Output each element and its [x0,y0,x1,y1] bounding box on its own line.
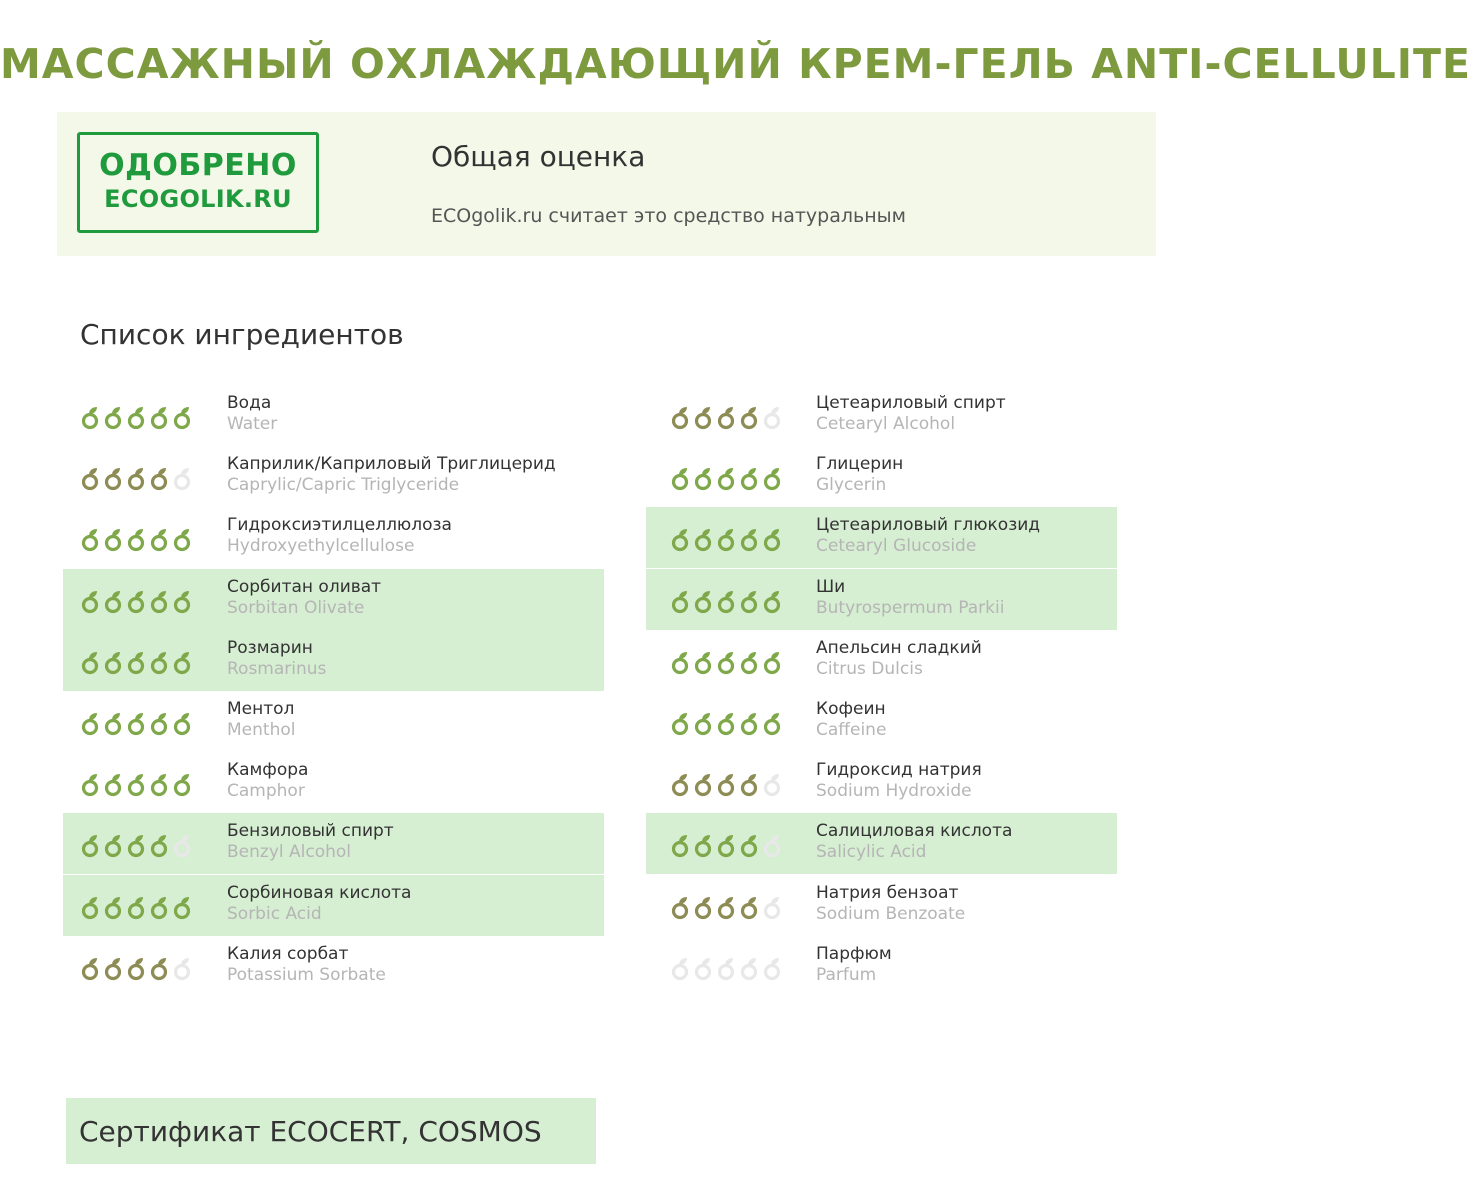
ingredient-names [227,638,326,680]
leaf-icon [149,590,169,614]
ingredient-names [227,515,452,557]
leaf-icon [126,651,146,675]
ingredient-rating [670,590,782,614]
leaf-icon [80,406,100,430]
ingredient-row [63,752,604,813]
ingredient-name-en: Sodium Hydroxide [816,781,972,802]
ingredient-name-ru: Вода [227,393,272,413]
ingredient-row [646,446,1117,507]
ingredient-name-en: Salicylic Acid [816,842,927,863]
leaf-icon [693,896,713,920]
leaf-icon [126,590,146,614]
leaf-icon [716,651,736,675]
ingredient-name-ru: Каприлик/Каприловый Триглицерид [227,454,556,475]
leaf-icon [670,834,690,858]
leaf-icon [716,773,736,797]
leaf-icon [172,467,192,491]
leaf-icon [126,528,146,552]
ingredient-rating [80,406,192,430]
ingredient-name-en: Cetearyl Alcohol [816,414,956,434]
ingredient-row [63,875,604,936]
ingredient-row [63,936,604,997]
leaf-icon [693,957,713,981]
leaf-icon [716,406,736,430]
stamp-line-2: ECOGOLIK.RU [104,185,292,213]
leaf-icon [126,896,146,920]
ingredient-name-ru: Сорбитан оливат [227,576,382,597]
ingredient-row [646,752,1117,813]
leaf-icon [762,957,782,981]
leaf-icon [126,773,146,797]
leaf-icon [716,834,736,858]
leaf-icon [762,651,782,675]
leaf-icon [126,957,146,981]
leaf-icon [103,896,123,920]
ingredient-row [646,936,1117,997]
ingredient-rating [670,467,782,491]
ingredient-names [816,515,1040,557]
ingredient-names [816,883,965,925]
certificate-text: Сертификат ECOCERT, COSMOS [79,1115,542,1148]
ingredient-rating [80,467,192,491]
ingredient-rating [80,957,192,981]
leaf-icon [103,957,123,981]
leaf-icon [670,651,690,675]
ingredient-name-ru: Гидроксид натрия [816,760,982,781]
leaf-icon [670,406,690,430]
ingredient-row [646,569,1117,630]
ingredient-name-ru: Ментол [227,699,295,719]
leaf-icon [172,834,192,858]
leaf-icon [149,773,169,797]
leaf-icon [103,834,123,858]
ingredient-names [816,577,1004,619]
leaf-icon [693,406,713,430]
ingredient-name-en: Menthol [227,720,296,740]
leaf-icon [739,528,759,552]
ingredient-name-ru: Апельсин сладкий [816,637,982,658]
ingredient-name-ru: Гидроксиэтилцеллюлоза [227,515,452,536]
ingredient-rating [80,712,192,736]
leaf-icon [762,467,782,491]
leaf-icon [126,406,146,430]
ingredient-name-en: Sodium Benzoate [816,903,966,924]
leaf-icon [670,773,690,797]
leaf-icon [693,651,713,675]
leaf-icon [80,651,100,675]
ingredient-row [63,507,604,568]
ingredient-rating [80,651,192,675]
leaf-icon [670,712,690,736]
ingredient-name-ru: Розмарин [227,637,313,658]
ingredient-name-ru: Ши [816,576,846,597]
leaf-icon [762,590,782,614]
leaf-icon [716,957,736,981]
leaf-icon [739,651,759,675]
ingredient-name-ru: Цетеариловый спирт [816,393,1006,413]
ingredient-rating [80,590,192,614]
ingredient-name-ru: Салициловая кислота [816,821,1013,842]
leaf-icon [172,957,192,981]
leaf-icon [762,528,782,552]
ingredient-name-ru: Цетеариловый глюкозид [816,515,1041,536]
ingredient-names [816,393,1006,435]
leaf-icon [762,834,782,858]
ingredient-rating [670,406,782,430]
leaf-icon [103,651,123,675]
leaf-icon [739,773,759,797]
leaf-icon [670,528,690,552]
leaf-icon [716,590,736,614]
leaf-icon [80,834,100,858]
leaf-icon [103,406,123,430]
ingredient-names [816,760,982,802]
ingredient-name-ru: Бензиловый спирт [227,821,394,842]
leaf-icon [149,528,169,552]
leaf-icon [80,528,100,552]
leaf-icon [172,712,192,736]
ingredient-row [63,630,604,691]
leaf-icon [80,773,100,797]
leaf-icon [739,590,759,614]
leaf-icon [172,896,192,920]
leaf-icon [149,712,169,736]
ingredient-name-ru: Натрия бензоат [816,882,959,903]
leaf-icon [716,896,736,920]
ingredient-row [63,385,604,446]
leaf-icon [739,406,759,430]
ingredient-name-en: Camphor [227,781,305,802]
leaf-icon [149,896,169,920]
ingredient-names [227,821,394,863]
ingredient-rating [670,896,782,920]
leaf-icon [762,896,782,920]
leaf-icon [149,467,169,491]
ingredient-row [63,813,604,874]
leaf-icon [103,712,123,736]
ingredient-rating [670,651,782,675]
leaf-icon [670,896,690,920]
leaf-icon [762,406,782,430]
leaf-icon [762,773,782,797]
ingredient-name-en: Sorbitan Olivate [227,597,365,618]
leaf-icon [693,528,713,552]
ingredient-name-en: Glycerin [816,475,887,496]
leaf-icon [103,528,123,552]
ingredient-name-en: Hydroxyethylcellulose [227,536,415,557]
leaf-icon [103,773,123,797]
ingredient-rating [670,773,782,797]
ingredient-name-en: Citrus Dulcis [816,658,923,679]
leaf-icon [739,896,759,920]
leaf-icon [80,467,100,491]
ingredient-row [646,630,1117,691]
leaf-icon [716,712,736,736]
ingredient-row [63,691,604,752]
ingredient-names [816,638,982,680]
ingredient-name-en: Cetearyl Glucoside [816,536,977,557]
ingredient-names [227,393,277,435]
leaf-icon [80,712,100,736]
leaf-icon [126,712,146,736]
leaf-icon [739,712,759,736]
leaf-icon [149,834,169,858]
leaf-icon [172,590,192,614]
leaf-icon [739,467,759,491]
leaf-icon [172,528,192,552]
leaf-icon [693,467,713,491]
ingredient-row [646,691,1117,752]
leaf-icon [716,467,736,491]
leaf-icon [80,590,100,614]
ingredient-names [227,883,411,925]
ingredient-rating [80,834,192,858]
leaf-icon [172,406,192,430]
ingredient-name-en: Sorbic Acid [227,903,322,924]
leaf-icon [670,467,690,491]
ingredient-name-en: Rosmarinus [227,658,327,679]
ingredient-names [816,821,1012,863]
ingredient-rating [80,528,192,552]
leaf-icon [172,773,192,797]
ingredient-name-ru: Кофеин [816,699,886,719]
ingredient-row [646,507,1117,568]
leaf-icon [693,834,713,858]
ingredient-rating [670,712,782,736]
ingredient-name-en: Parfum [816,964,877,985]
leaf-icon [149,957,169,981]
ingredient-row [646,385,1117,446]
leaf-icon [126,467,146,491]
leaf-icon [693,712,713,736]
ingredients-heading: Список ингредиентов [80,318,404,351]
ingredient-name-ru: Камфора [227,760,309,781]
leaf-icon [716,528,736,552]
ingredient-row [646,813,1117,874]
page-title: МАССАЖНЫЙ ОХЛАЖДАЮЩИЙ КРЕМ-ГЕЛЬ ANTI-CELLULITE [0,40,1471,88]
ingredient-rating [670,834,782,858]
leaf-icon [670,590,690,614]
ingredient-name-ru: Сорбиновая кислота [227,882,412,903]
ingredient-names [816,699,886,741]
ingredient-names [227,760,308,802]
leaf-icon [739,834,759,858]
ingredient-row [63,446,604,507]
ingredient-row [63,569,604,630]
ingredient-names [227,944,386,986]
overall-rating-panel [57,112,1156,256]
leaf-icon [762,712,782,736]
ingredient-name-ru: Глицерин [816,454,904,475]
ingredient-name-en: Butyrospermum Parkii [816,597,1005,618]
leaf-icon [693,590,713,614]
ingredient-names [816,944,892,986]
certificate-badge [66,1098,596,1164]
ingredient-rating [670,957,782,981]
leaf-icon [103,590,123,614]
leaf-icon [739,957,759,981]
leaf-icon [103,467,123,491]
ingredient-row [646,875,1117,936]
ingredient-name-ru: Калия сорбат [227,943,349,964]
leaf-icon [149,651,169,675]
ingredient-names [227,577,381,619]
ingredient-name-en: Potassium Sorbate [227,964,386,985]
ingredient-rating [670,528,782,552]
leaf-icon [80,896,100,920]
ingredient-names [816,454,903,496]
leaf-icon [172,651,192,675]
overall-rating-text: ECOgolik.ru считает это средство натуральным [431,205,906,227]
ingredient-name-en: Benzyl Alcohol [227,842,352,863]
ingredient-name-en: Water [227,414,278,434]
stamp-line-1: ОДОБРЕНО [99,148,297,183]
approved-stamp [77,132,319,233]
ingredient-name-en: Caprylic/Capric Triglyceride [227,475,460,496]
ingredient-rating [80,896,192,920]
leaf-icon [126,834,146,858]
ingredient-names [227,454,556,496]
ingredient-name-ru: Парфюм [816,943,892,964]
leaf-icon [693,773,713,797]
overall-rating-heading: Общая оценка [431,140,646,173]
leaf-icon [80,957,100,981]
ingredient-name-en: Caffeine [816,720,887,740]
ingredient-rating [80,773,192,797]
ingredient-names [227,699,295,741]
leaf-icon [149,406,169,430]
leaf-icon [670,957,690,981]
